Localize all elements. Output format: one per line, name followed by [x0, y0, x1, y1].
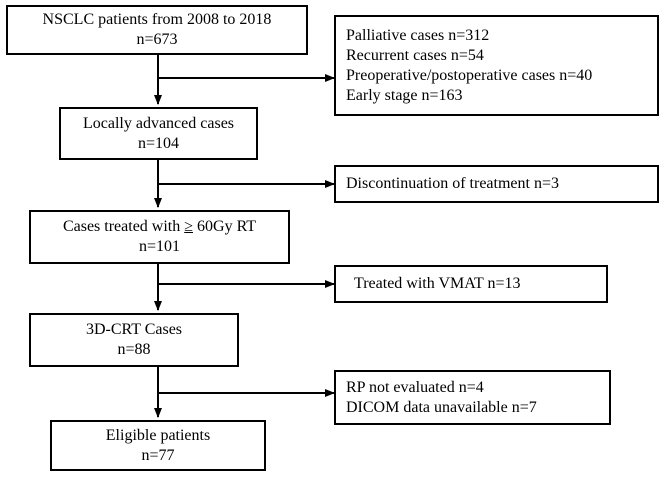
box-all-patients [6, 5, 308, 55]
box-60gy-title [63, 217, 256, 237]
box-locally-advanced [59, 107, 258, 160]
exclusion-palliative: Palliative cases n=312 [346, 26, 490, 44]
box-3dcrt-title: 3D-CRT Cases [85, 321, 183, 338]
exclusion-box-3 [334, 265, 608, 303]
exclusion-box-4 [334, 370, 611, 425]
box-60gy [29, 210, 290, 264]
box-locally-advanced-title: Locally advanced cases [82, 114, 235, 132]
exclusion-dicom-unavailable: DICOM data unavailable n=7 [346, 398, 537, 416]
exclusion-box-1 [334, 15, 659, 116]
box-3dcrt-count: n=88 [117, 341, 151, 358]
box-60gy-title-symbol: ≥ [184, 218, 194, 235]
box-locally-advanced-count: n=104 [137, 134, 180, 152]
box-all-patients-title: NSCLC patients from 2008 to 2018 [42, 11, 272, 28]
exclusion-rp-not-evaluated: RP not evaluated n=4 [346, 378, 484, 396]
exclusion-recurrent: Recurrent cases n=54 [346, 46, 484, 64]
box-eligible-count: n=77 [141, 446, 175, 464]
exclusion-box-2 [334, 165, 659, 203]
exclusion-vmat: Treated with VMAT n=13 [354, 275, 521, 292]
box-eligible-title: Eligible patients [105, 426, 211, 444]
box-eligible [50, 420, 266, 471]
box-60gy-title-suffix: 60Gy RT [193, 218, 257, 235]
exclusion-discontinuation: Discontinuation of treatment n=3 [346, 175, 559, 192]
box-all-patients-count: n=673 [136, 31, 178, 48]
exclusion-early-stage: Early stage n=163 [346, 86, 463, 104]
box-3dcrt [29, 313, 239, 367]
exclusion-pre-postoperative: Preoperative/postoperative cases n=40 [346, 66, 593, 84]
box-60gy-count: n=101 [138, 238, 181, 255]
box-60gy-title-prefix: Cases treated with [62, 218, 185, 235]
